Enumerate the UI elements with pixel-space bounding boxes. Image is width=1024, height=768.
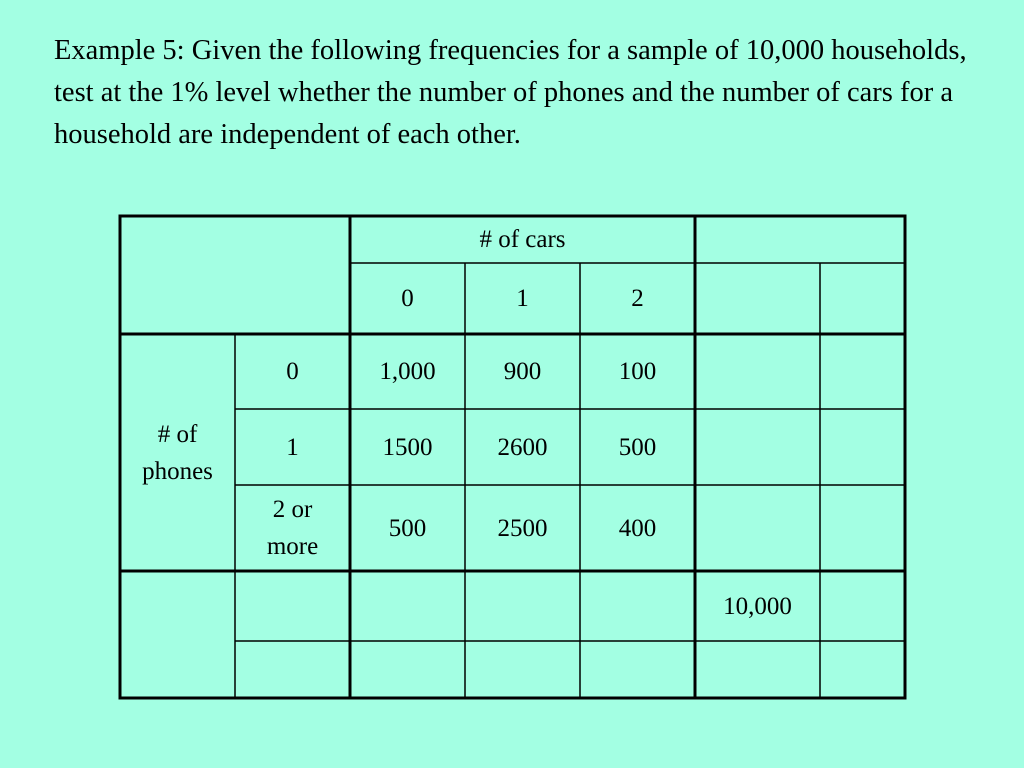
table-cell: 400 (618, 514, 657, 542)
table-cell: 2500 (497, 514, 548, 542)
table-cell: 500 (618, 433, 657, 461)
table-cell: 2600 (497, 433, 548, 461)
phones-header: # of phones (142, 420, 213, 485)
car-level-1: 1 (516, 285, 529, 312)
table-cell: 100 (618, 358, 657, 385)
phone-level-1: 1 (286, 433, 299, 461)
table-cell: 500 (388, 514, 427, 542)
car-level-0: 0 (401, 285, 414, 312)
table-cell: 900 (503, 358, 542, 385)
cars-header: # of cars (479, 226, 566, 253)
table-cell: 1500 (382, 433, 433, 461)
car-level-2: 2 (631, 285, 644, 312)
problem-statement: Example 5: Given the following frequencies for a sample of 10,000 households, test at the 1% level whether the number of phones and the number of cars for a household are independent of each other. (54, 35, 967, 150)
table-cell: 1,000 (379, 358, 436, 385)
grand-total: 10,000 (723, 592, 792, 620)
phone-level-2: 2 or more (266, 496, 319, 560)
phone-level-0: 0 (286, 358, 299, 385)
